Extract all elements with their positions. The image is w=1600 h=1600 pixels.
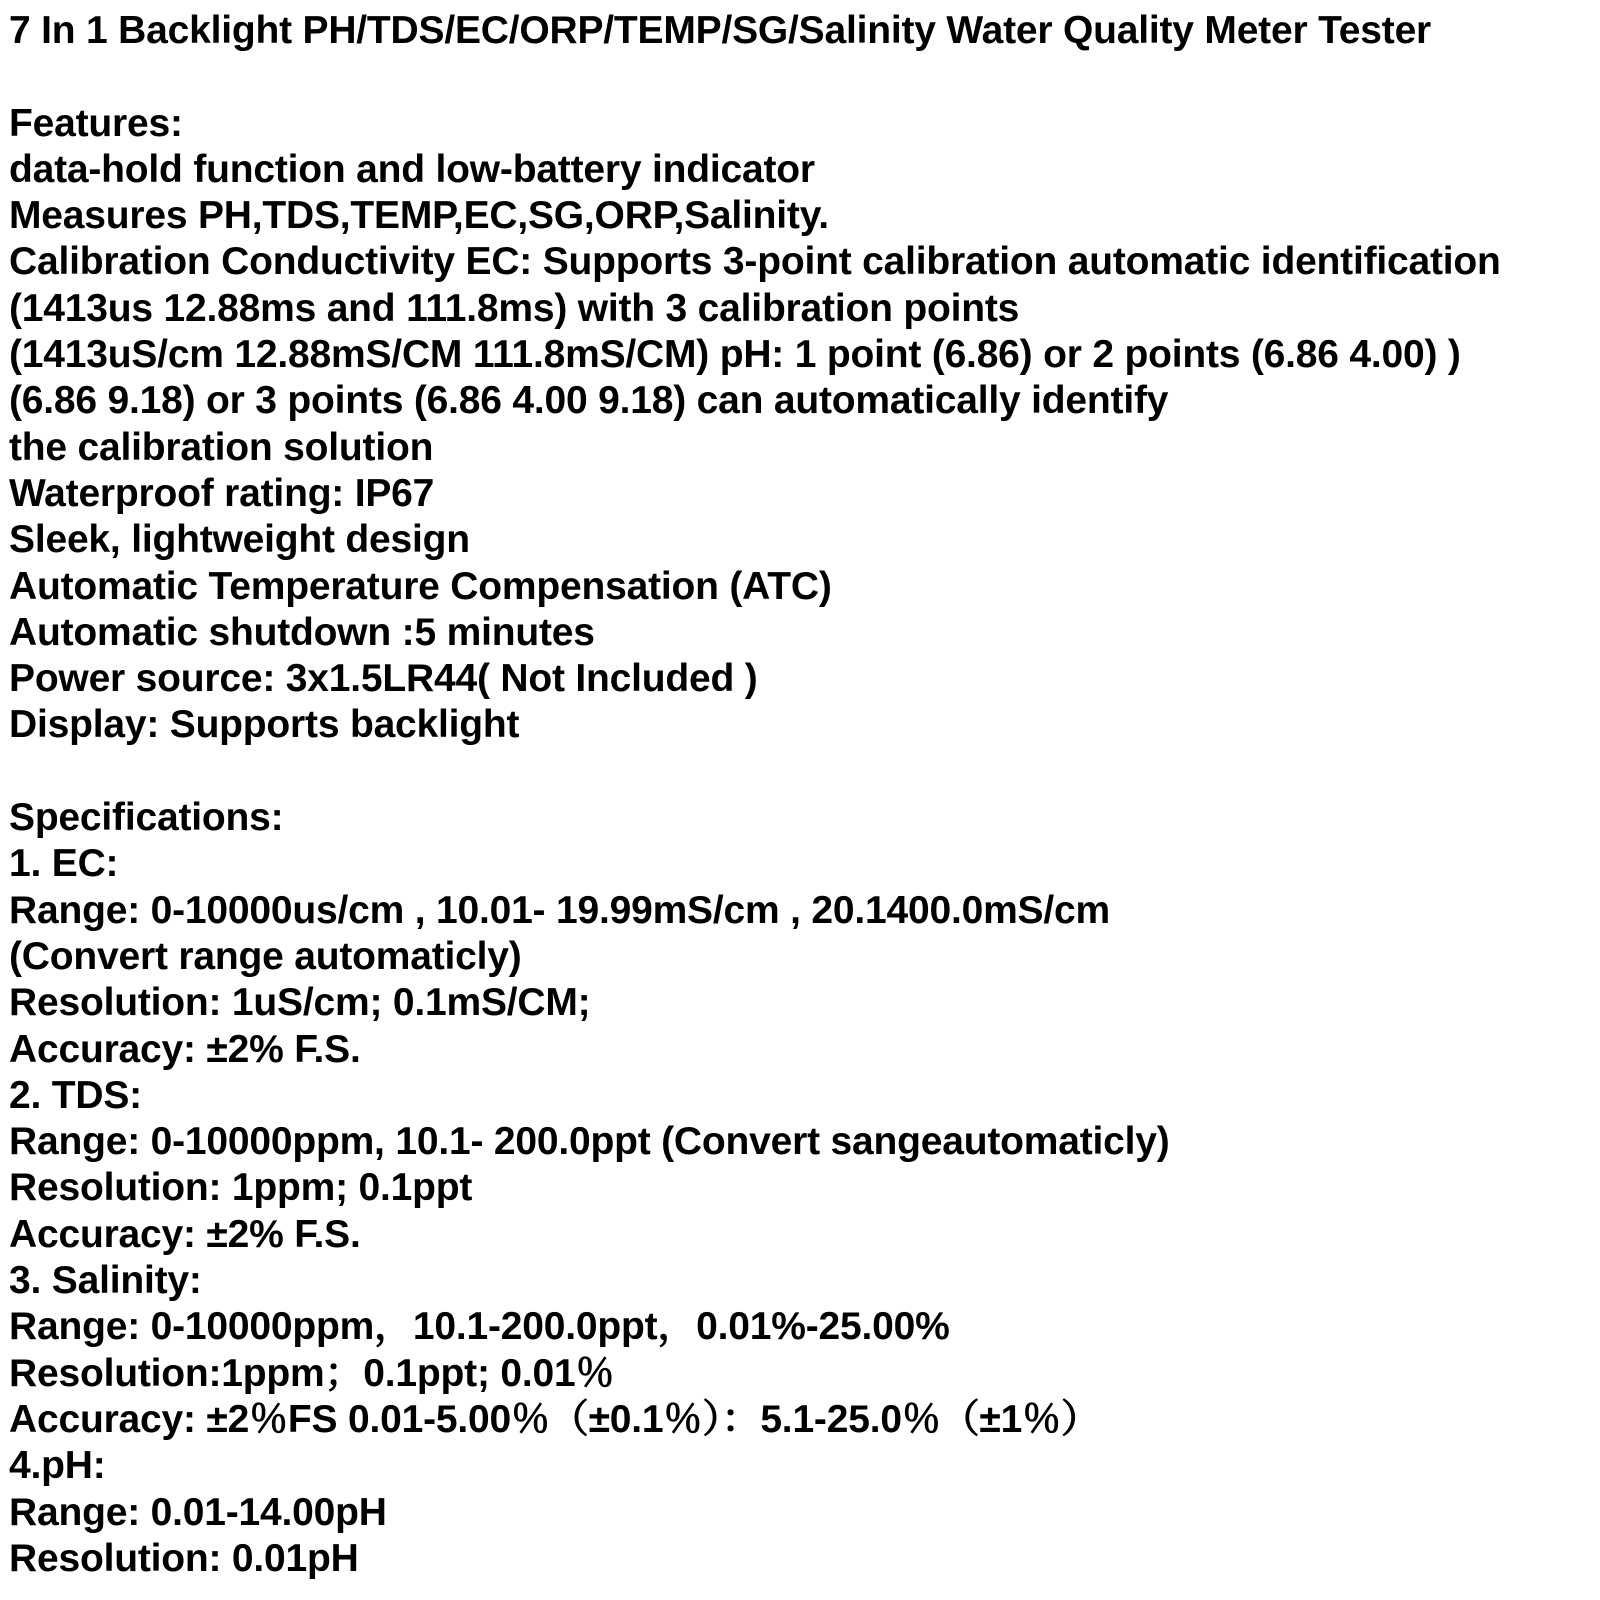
spec-line: Range: 0-10000us/cm , 10.01- 19.99mS/cm , 20.1400.0mS/cm [9, 888, 1110, 932]
feature-line: Sleek, lightweight design [9, 518, 470, 562]
feature-line: Automatic Temperature Compensation (ATC) [9, 564, 832, 608]
spec-line: Range: 0.01-14.00pH [9, 1490, 387, 1534]
spec-line: Resolution: 0.01pH [9, 1536, 359, 1580]
spec-line: 2. TDS: [9, 1073, 142, 1117]
features-heading: Features: [9, 101, 183, 145]
feature-line: Display: Supports backlight [9, 703, 520, 747]
spec-line: Resolution: 1ppm; 0.1ppt [9, 1166, 473, 1210]
spec-line: Accuracy: ±2% F.S. [9, 1212, 361, 1256]
feature-line: Power source: 3x1.5LR44( Not Included ) [9, 657, 758, 701]
spec-line: Range: 0-10000ppm，10.1-200.0ppt，0.01%-25.00% [9, 1305, 950, 1349]
spacer [9, 54, 1594, 100]
spec-line: Resolution:1ppm；0.1ppt; 0.01％ [9, 1351, 615, 1395]
spec-line: Range: 0-10000ppm, 10.1- 200.0ppt (Convert sangeautomaticly) [9, 1120, 1170, 1164]
feature-line: Measures PH,TDS,TEMP,EC,SG,ORP,Salinity. [9, 194, 829, 238]
feature-line: Calibration Conductivity EC: Supports 3-point calibration automatic identification [9, 240, 1501, 284]
page-title: 7 In 1 Backlight PH/TDS/EC/ORP/TEMP/SG/Salinity Water Quality Meter Tester [9, 9, 1432, 52]
spec-line: 3. Salinity: [9, 1259, 202, 1303]
spec-line: Accuracy: ±2% F.S. [9, 1027, 361, 1071]
spacer [9, 749, 1594, 795]
spec-line: (Convert range automaticly) [9, 934, 522, 978]
spec-line: 4.pH: [9, 1444, 106, 1488]
feature-line: Waterproof rating: IP67 [9, 471, 435, 515]
document [9, 8, 1594, 1582]
specifications-heading: Specifications: [9, 796, 284, 840]
feature-line: the calibration solution [9, 425, 434, 469]
spec-line: 1. EC: [9, 842, 119, 886]
feature-line: Automatic shutdown :5 minutes [9, 610, 595, 654]
feature-line: (1413uS/cm 12.88mS/CM 111.8mS/CM) pH: 1 point (6.86) or 2 points (6.86 4.00) ) [9, 333, 1461, 377]
feature-line: (1413us 12.88ms and 111.8ms) with 3 calibration points [9, 286, 1020, 330]
feature-line: (6.86 9.18) or 3 points (6.86 4.00 9.18) can automatically identify [9, 379, 1169, 423]
feature-line: data-hold function and low-battery indicator [9, 147, 815, 191]
spec-line: Accuracy: ±2％FS 0.01-5.00％（±0.1％）：5.1-25.0％（±1％） [9, 1397, 1100, 1441]
spec-line: Resolution: 1uS/cm; 0.1mS/CM; [9, 981, 591, 1025]
